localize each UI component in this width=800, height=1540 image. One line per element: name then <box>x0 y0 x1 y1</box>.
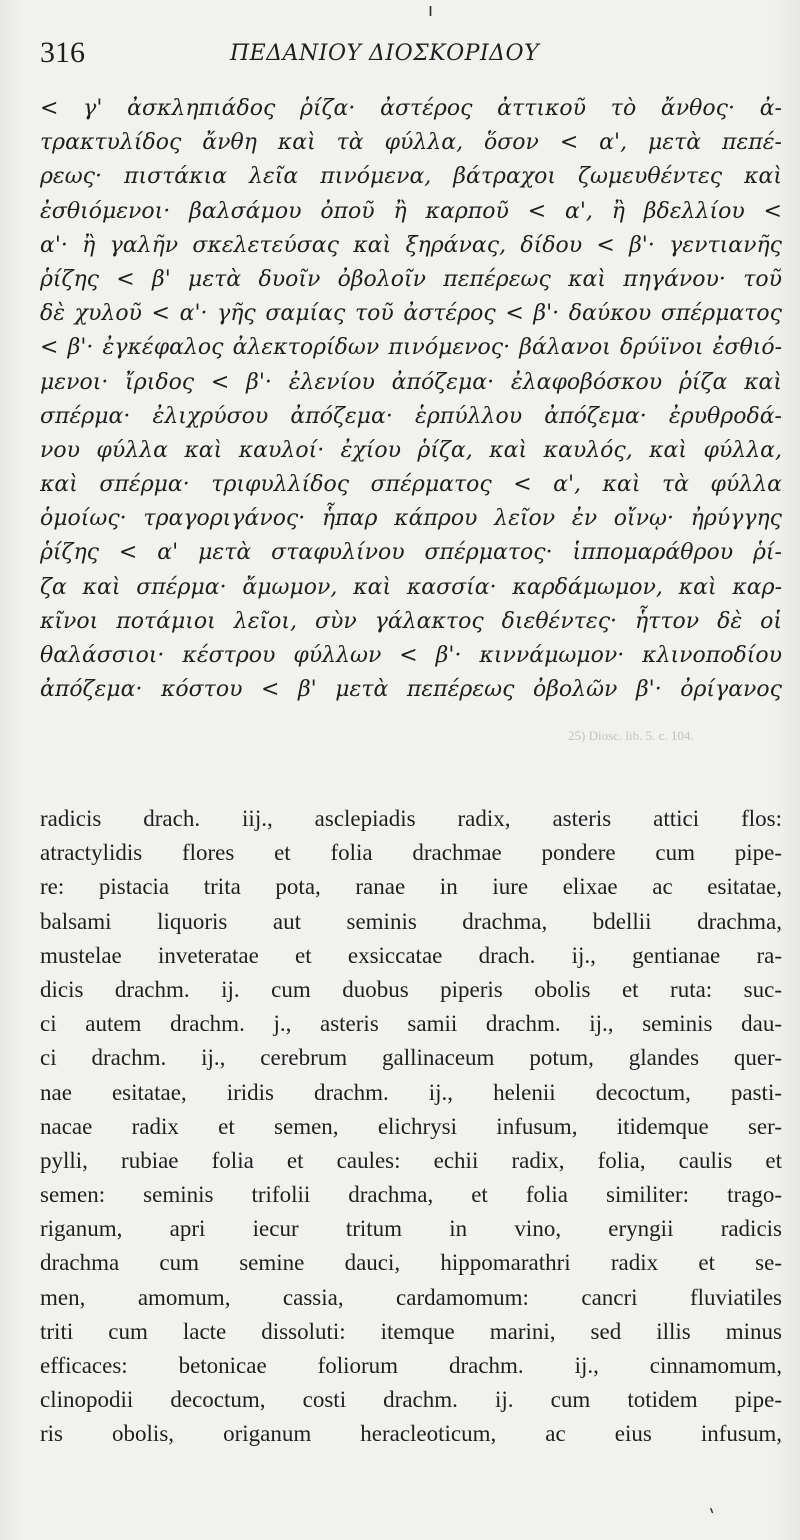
latin-line: ci drachm. ij., cerebrum gallinaceum potum, glandes quer- <box>40 1045 782 1071</box>
greek-line: ἀπόζεμα· κόστου < β' μετὰ πεπέρεως ὀβολῶν β'· ὀρίγανος <box>40 677 782 703</box>
latin-line: atractylidis flores et folia drachmae pondere cum pipe- <box>40 840 782 866</box>
latin-line: riganum, apri iecur tritum in vino, eryngii radicis <box>40 1216 782 1242</box>
greek-line: ρεως· πιστάκια λεῖα πινόμενα, βάτραχοι ζωμευθέντες καὶ <box>40 164 782 190</box>
latin-line: dicis drachm. ij. cum duobus piperis obolis et ruta: suc- <box>40 976 782 1002</box>
greek-line: ζα καὶ σπέρμα· ἄμωμον, καὶ κασσία· καρδάμωμον, καὶ καρ- <box>40 574 782 600</box>
latin-line: nae esitatae, iridis drachm. ij., helenii decoctum, pasti- <box>40 1079 782 1105</box>
greek-line: τρακτυλίδος ἄνθη καὶ τὰ φύλλα, ὅσον < α', μετὰ πεπέ- <box>40 130 782 156</box>
greek-text-block <box>40 92 782 707</box>
latin-line: ris obolis, origanum heracleoticum, ac eius infusum, <box>40 1421 782 1447</box>
greek-line: κῖνοι ποτάμιοι λεῖοι, σὺν γάλακτος διεθέντες· ἧττον δὲ οἱ <box>40 608 782 634</box>
running-head: ΠΕΔΑΝΙΟΥ ΔΙΟΣΚΟΡΙΔΟΥ <box>230 41 540 66</box>
latin-line: drachma cum semine dauci, hippomarathri radix et se- <box>40 1250 782 1276</box>
greek-line: δὲ χυλοῦ < α'· γῆς σαμίας τοῦ ἀστέρος < β'· δαύκου σπέρματος <box>40 301 782 327</box>
latin-line: balsami liquoris aut seminis drachma, bdellii drachma, <box>40 908 782 934</box>
greek-line: θαλάσσιοι· κέστρου φύλλων < β'· κιννάμωμον· κλινοποδίου <box>40 643 782 668</box>
latin-line: triti cum lacte dissoluti: itemque marini, sed illis minus <box>40 1318 782 1344</box>
latin-text-block <box>40 802 782 1452</box>
greek-line: σπέρμα· ἐλιχρύσου ἀπόζεμα· ἑρπύλλου ἀπόζεμα· ἐρυθροδά- <box>40 403 782 429</box>
latin-line: re: pistacia trita pota, ranae in iure elixae ac esitatae, <box>40 874 782 900</box>
greek-line: ὁμοίως· τραγοριγάνος· ἧπαρ κάπρου λεῖον ἐν οἴνῳ· ἠρύγγης <box>40 506 782 532</box>
printer-mark-bottom: ˋ <box>700 1505 719 1534</box>
page-header <box>40 36 770 72</box>
greek-line: νου φύλλα καὶ καυλοί· ἐχίου ῥίζα, καὶ καυλός, καὶ φύλλα, <box>40 437 782 463</box>
latin-line: efficaces: betonicae foliorum drachm. ij., cinnamomum, <box>40 1353 782 1378</box>
greek-line: ῥίζης < α' μετὰ σταφυλίνου σπέρματος· ἱππομαράθρου ῥί- <box>40 540 782 566</box>
latin-line: men, amomum, cassia, cardamomum: cancri fluviatiles <box>40 1284 782 1310</box>
latin-line: nacae radix et semen, elichrysi infusum, itidemque ser- <box>40 1113 782 1139</box>
printer-mark-top: ı <box>428 0 434 21</box>
bleed-through-footnote: 25) Diosc. lib. 5. c. 104. <box>568 728 694 743</box>
greek-line: < β'· ἐγκέφαλος ἀλεκτορίδων πινόμενος· βάλανοι δρύϊνοι ἐσθιό- <box>40 335 782 361</box>
latin-line: pylli, rubiae folia et caules: echii radix, folia, caulis et <box>40 1147 782 1173</box>
greek-line: α'· ἢ γαλῆν σκελετεύσας καὶ ξηράνας, δίδου < β'· γεντιανῆς <box>40 232 782 258</box>
greek-line: ῥίζης < β' μετὰ δυοῖν ὀβολοῖν πεπέρεως καὶ πηγάνου· τοῦ <box>40 266 782 292</box>
page-number: 316 <box>40 36 85 69</box>
greek-line: ἐσθιόμενοι· βαλσάμου ὀποῦ ἢ καρποῦ < α', ἢ βδελλίου < <box>40 198 782 224</box>
latin-line: clinopodii decoctum, costi drachm. ij. cum totidem pipe- <box>40 1387 782 1413</box>
greek-line: < γ' ἀσκληπιάδος ῥίζα· ἀστέρος ἀττικοῦ τὸ ἄνθος· ἀ- <box>40 96 782 121</box>
latin-line: radicis drach. iij., asclepiadis radix, asteris attici flos: <box>40 806 782 831</box>
greek-line: καὶ σπέρμα· τριφυλλίδος σπέρματος < α', καὶ τὰ φύλλα <box>40 472 782 498</box>
latin-line: ci autem drachm. j., asteris samii drachm. ij., seminis dau- <box>40 1011 782 1037</box>
latin-line: semen: seminis trifolii drachma, et folia similiter: trago- <box>40 1182 782 1208</box>
greek-line: μενοι· ἴριδος < β'· ἐλενίου ἀπόζεμα· ἐλαφοβόσκου ῥίζα καὶ <box>40 369 782 395</box>
latin-line: mustelae inveteratae et exsiccatae drach. ij., gentianae ra- <box>40 942 782 968</box>
